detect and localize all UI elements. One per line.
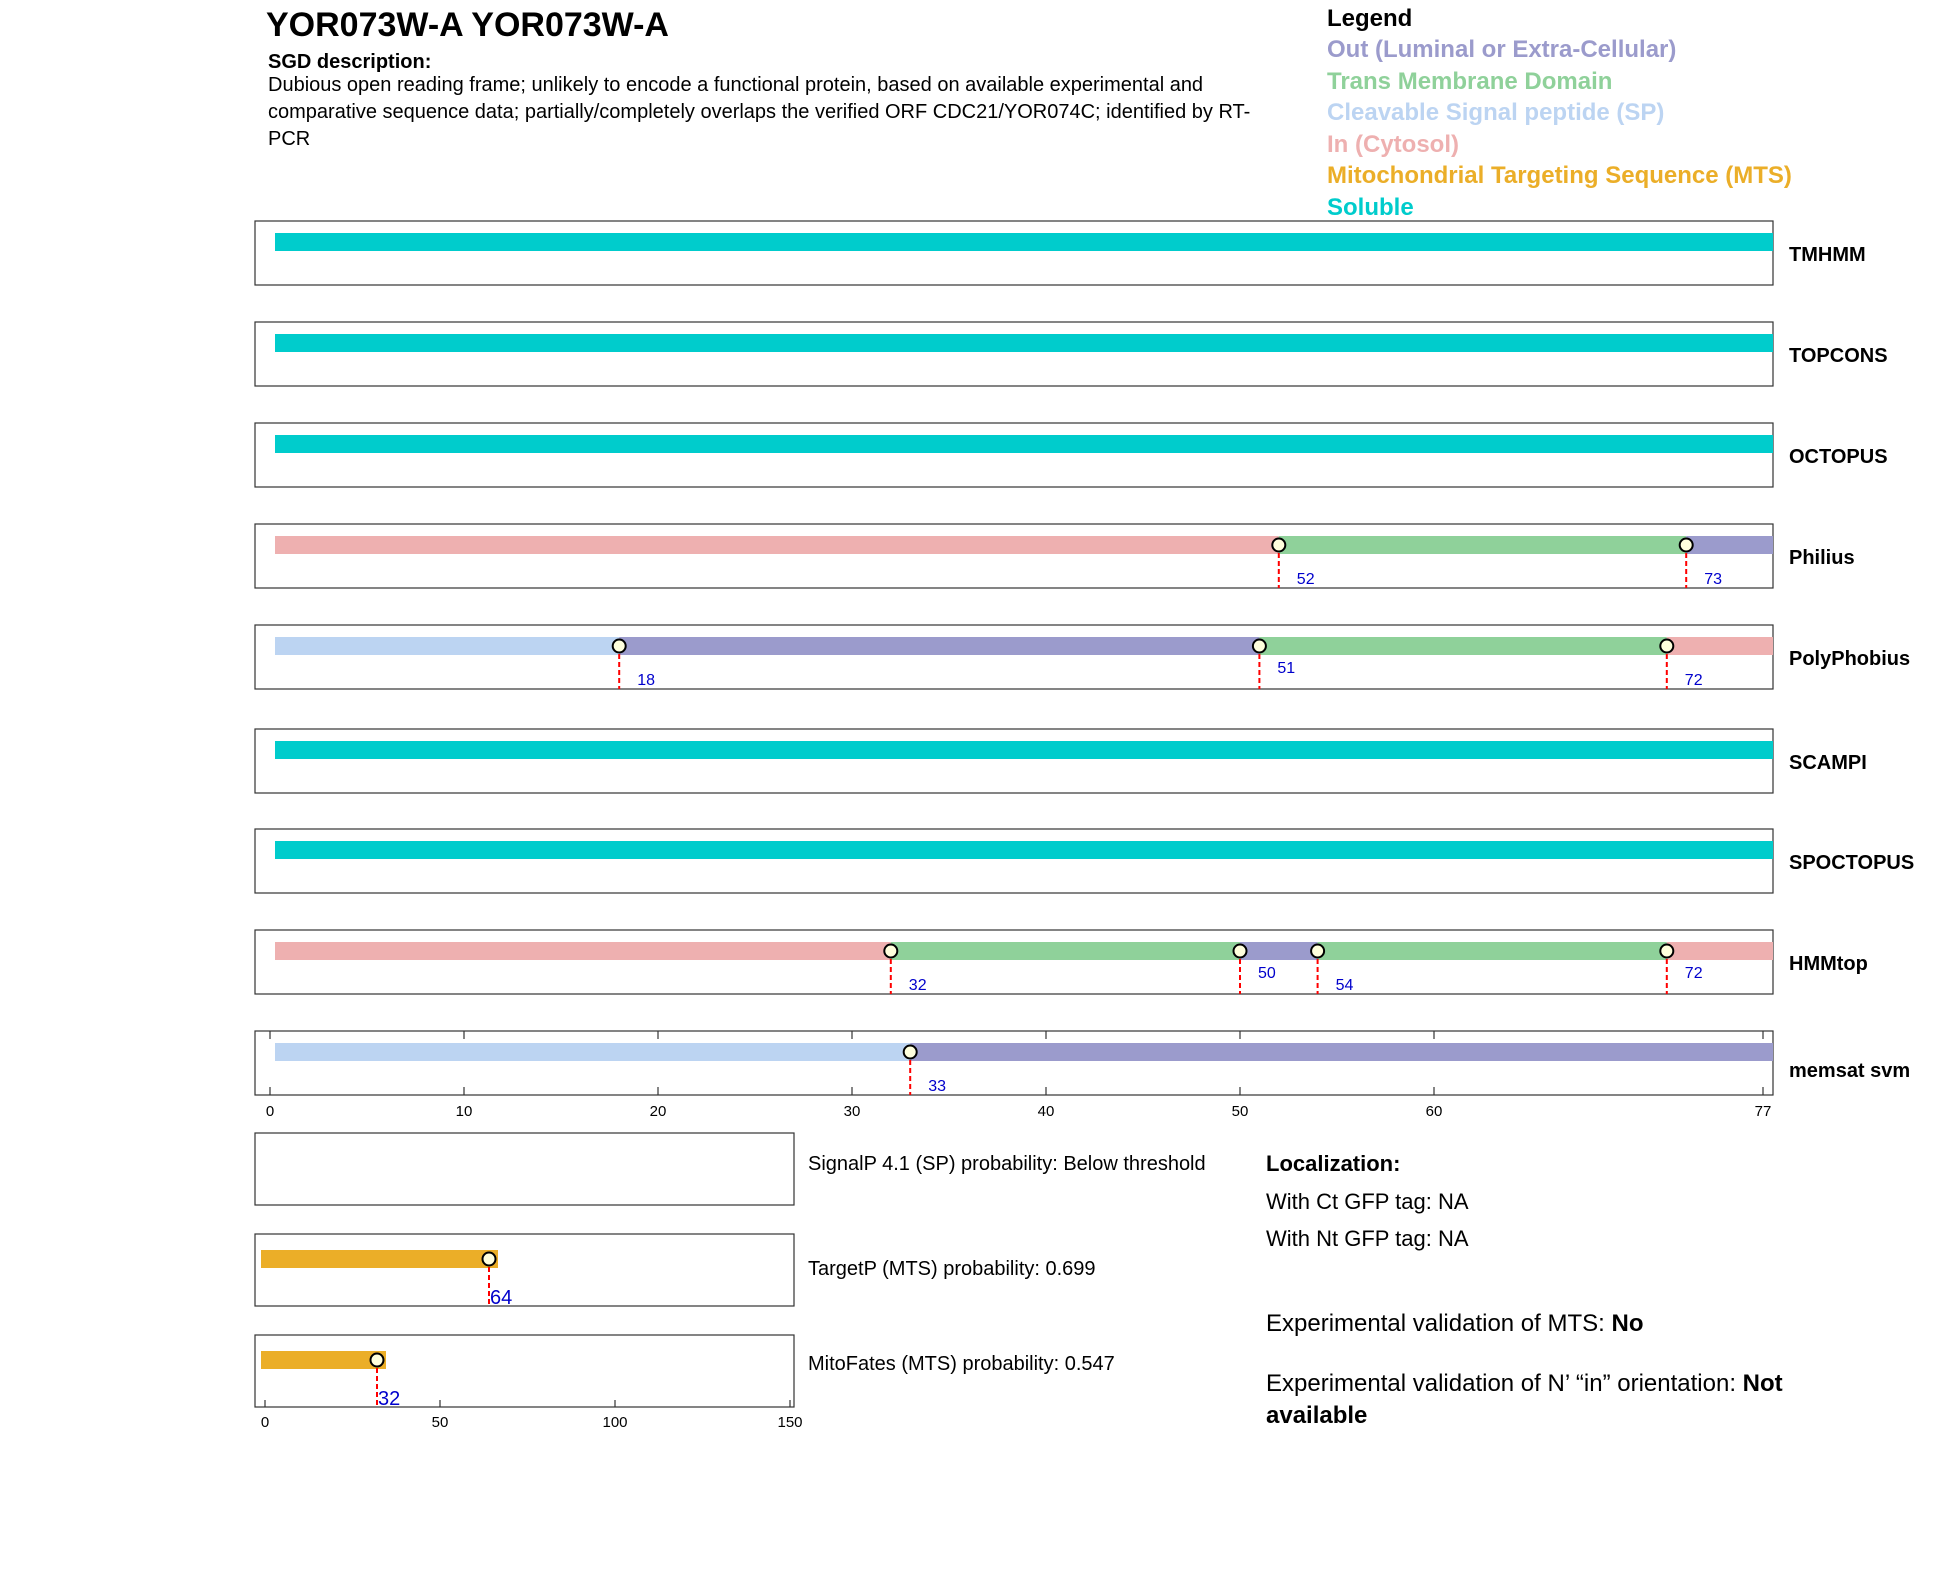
boundary-label-polyphobius-51: 51 xyxy=(1277,660,1296,677)
track-name-scampi: SCAMPI xyxy=(1789,752,1867,774)
track-name-topcons: TOPCONS xyxy=(1789,345,1888,367)
gene-title: YOR073W-A YOR073W-A xyxy=(266,6,669,44)
segment-philius-in-0 xyxy=(275,536,1279,554)
track-name-spoctopus: SPOCTOPUS xyxy=(1789,852,1915,874)
track-box-octopus xyxy=(255,423,1773,487)
segment-hmmtop-in-0 xyxy=(275,942,891,960)
signalp-label: SignalP 4.1 (SP) probability: Below threshold xyxy=(808,1153,1206,1175)
boundary-marker-polyphobius-51 xyxy=(1253,640,1266,653)
mts-boundary-label-mitofates: 32 xyxy=(378,1388,401,1410)
legend-item-mts: Mitochondrial Targeting Sequence (MTS) xyxy=(1327,162,1792,190)
segment-spoctopus-soluble-0 xyxy=(275,841,1773,859)
boundary-marker-hmmtop-72 xyxy=(1660,945,1673,958)
sgd-description-label: SGD description: xyxy=(268,51,432,73)
boundary-label-hmmtop-32: 32 xyxy=(908,977,927,994)
sgd-description-text: Dubious open reading frame; unlikely to encode a functional protein, based on available experimental and comparative sequence data; partially/completely overlaps the verified ORF CDC21/YOR074C; identified by RT-PCR xyxy=(268,74,1251,150)
boundary-label-polyphobius-18: 18 xyxy=(637,672,655,689)
boundary-label-memsat-svm-33: 33 xyxy=(928,1078,946,1095)
track-box-polyphobius xyxy=(255,625,1773,689)
mts-validation-label: Experimental validation of MTS: xyxy=(1266,1310,1612,1337)
mts-box-mitofates xyxy=(255,1335,794,1407)
track-name-memsat-svm: memsat svm xyxy=(1789,1060,1911,1082)
segment-topcons-soluble-0 xyxy=(275,334,1773,352)
track-box-hmmtop xyxy=(255,930,1773,994)
localization-nt: With Nt GFP tag: NA xyxy=(1266,1226,1469,1251)
mts-segment-targetp xyxy=(261,1250,498,1268)
segment-hmmtop-tm-1 xyxy=(891,942,1240,960)
track-box-memsat-svm xyxy=(255,1031,1773,1095)
localization-ct: With Ct GFP tag: NA xyxy=(1266,1189,1469,1214)
boundary-marker-polyphobius-18 xyxy=(613,640,626,653)
legend-item-tm: Trans Membrane Domain xyxy=(1327,67,1613,95)
track-name-octopus: OCTOPUS xyxy=(1789,446,1888,468)
segment-polyphobius-tm-2 xyxy=(1259,637,1666,655)
track-box-philius xyxy=(255,524,1773,588)
x-tick-label-77: 77 xyxy=(1754,1103,1772,1120)
mts-boundary-marker-mitofates xyxy=(371,1354,384,1367)
segment-scampi-soluble-0 xyxy=(275,741,1773,759)
targetp-label: TargetP (MTS) probability: 0.699 xyxy=(808,1258,1096,1280)
boundary-marker-hmmtop-50 xyxy=(1234,945,1247,958)
nin-validation-label: Experimental validation of N’ “in” orientation: xyxy=(1266,1370,1743,1397)
x-tick-label-30: 30 xyxy=(843,1103,861,1120)
x-tick-label-0: 0 xyxy=(265,1103,275,1120)
boundary-marker-philius-52 xyxy=(1272,539,1285,552)
boundary-marker-polyphobius-72 xyxy=(1660,640,1673,653)
track-name-tmhmm: TMHMM xyxy=(1789,244,1866,266)
track-box-spoctopus xyxy=(255,829,1773,893)
mts-validation-value: No xyxy=(1611,1310,1644,1337)
track-name-hmmtop: HMMtop xyxy=(1789,953,1868,975)
legend-item-out: Out (Luminal or Extra-Cellular) xyxy=(1327,36,1677,63)
mts-boundary-marker-targetp xyxy=(483,1253,496,1266)
x-tick-label-20: 20 xyxy=(649,1103,667,1120)
legend-item-soluble: Soluble xyxy=(1327,193,1414,221)
track-box-tmhmm xyxy=(255,221,1773,285)
boundary-label-philius-73: 73 xyxy=(1704,571,1722,588)
mts-x-tick-label-100: 100 xyxy=(602,1414,628,1431)
localization-title: Localization: xyxy=(1266,1151,1401,1176)
track-name-polyphobius: PolyPhobius xyxy=(1789,648,1911,670)
x-tick-label-10: 10 xyxy=(455,1103,473,1120)
x-tick-label-50: 50 xyxy=(1231,1103,1249,1120)
segment-memsat-svm-sp-0 xyxy=(275,1043,910,1061)
legend-item-sp: Cleavable Signal peptide (SP) xyxy=(1327,99,1665,127)
segment-tmhmm-soluble-0 xyxy=(275,233,1773,251)
mts-box-targetp xyxy=(255,1234,794,1306)
boundary-label-hmmtop-72: 72 xyxy=(1684,965,1703,982)
mts-x-tick-label-0: 0 xyxy=(260,1414,270,1431)
segment-polyphobius-sp-0 xyxy=(275,637,619,655)
mts-validation xyxy=(1266,1310,1643,1338)
segment-polyphobius-out-1 xyxy=(619,637,1259,655)
mts-x-tick-label-50: 50 xyxy=(431,1414,449,1431)
boundary-marker-philius-73 xyxy=(1680,539,1693,552)
mts-x-tick-label-150: 150 xyxy=(777,1414,803,1431)
mts-segment-mitofates xyxy=(261,1351,386,1369)
boundary-marker-hmmtop-54 xyxy=(1311,945,1324,958)
track-name-philius: Philius xyxy=(1789,547,1855,569)
boundary-marker-hmmtop-32 xyxy=(884,945,897,958)
segment-octopus-soluble-0 xyxy=(275,435,1773,453)
segment-hmmtop-out-2 xyxy=(1240,942,1318,960)
segment-philius-out-2 xyxy=(1686,536,1773,554)
segment-polyphobius-in-3 xyxy=(1667,637,1773,655)
track-box-scampi xyxy=(255,729,1773,793)
segment-memsat-svm-out-1 xyxy=(910,1043,1773,1061)
segment-hmmtop-tm-3 xyxy=(1318,942,1667,960)
boundary-label-philius-52: 52 xyxy=(1296,571,1315,588)
mitofates-label: MitoFates (MTS) probability: 0.547 xyxy=(808,1353,1115,1375)
nin-validation xyxy=(1266,1368,1866,1432)
segment-hmmtop-in-4 xyxy=(1667,942,1773,960)
boundary-label-polyphobius-72: 72 xyxy=(1684,672,1703,689)
boundary-label-hmmtop-50: 50 xyxy=(1258,965,1276,982)
boundary-label-hmmtop-54: 54 xyxy=(1335,977,1354,994)
boundary-marker-memsat-svm-33 xyxy=(904,1046,917,1059)
legend-title: Legend xyxy=(1327,5,1413,32)
mts-box-signalp xyxy=(255,1133,794,1205)
track-box-topcons xyxy=(255,322,1773,386)
legend-item-in: In (Cytosol) xyxy=(1327,130,1459,158)
x-tick-label-40: 40 xyxy=(1037,1103,1055,1120)
segment-philius-tm-1 xyxy=(1279,536,1686,554)
nin-validation-value: Not available xyxy=(1266,1370,1783,1429)
x-tick-label-60: 60 xyxy=(1425,1103,1443,1120)
mts-boundary-label-targetp: 64 xyxy=(490,1287,513,1309)
